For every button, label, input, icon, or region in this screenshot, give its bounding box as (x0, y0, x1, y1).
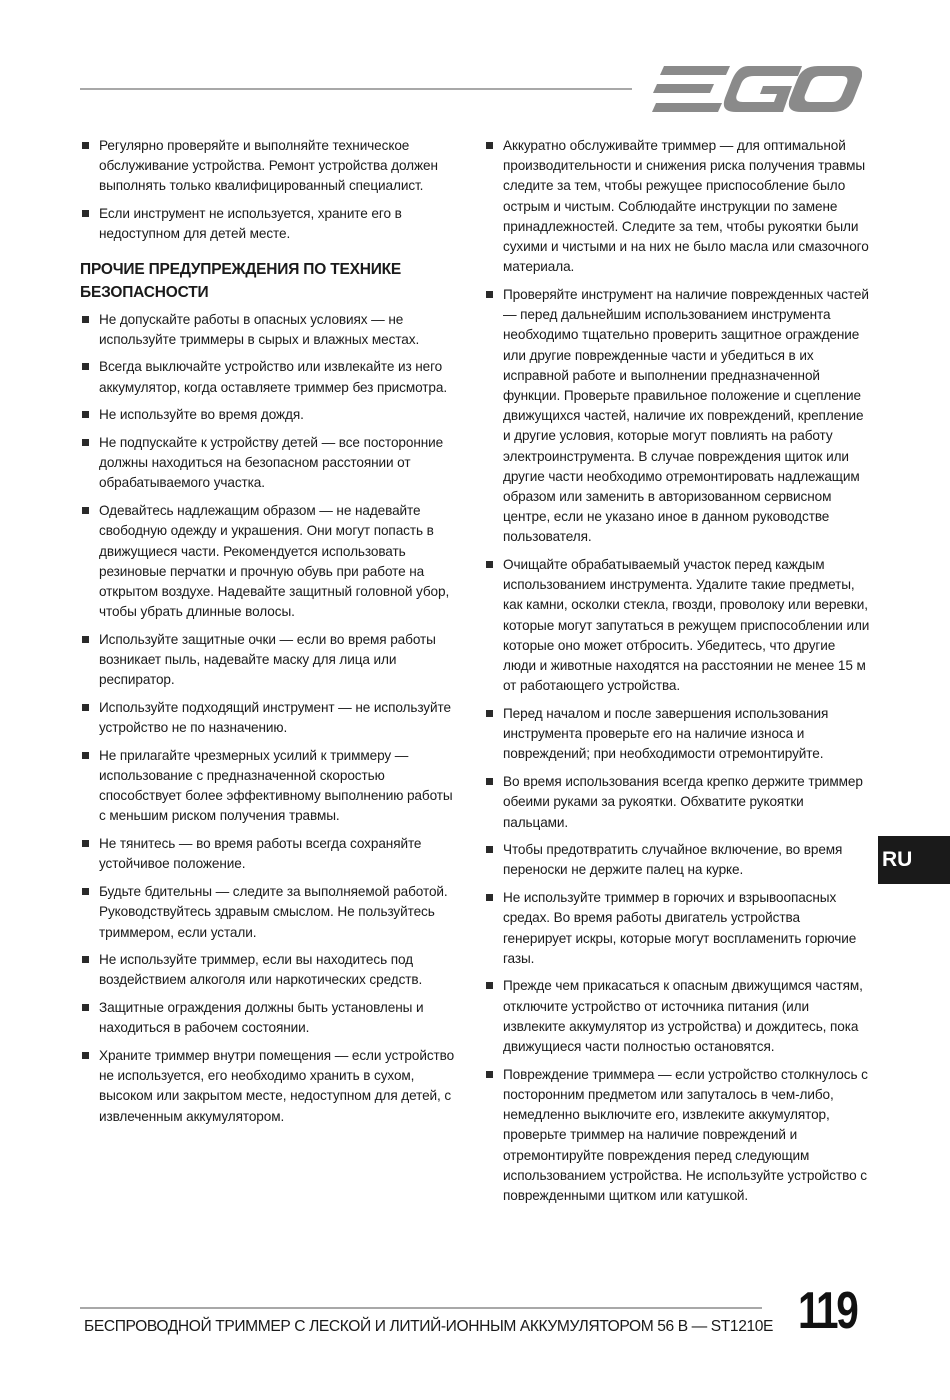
intro-list (80, 136, 460, 245)
language-tab: RU (878, 836, 950, 884)
list-item-text: Одевайтесь надлежащим образом — не надевайте свободную одежду и украшения. Они могут попасть в движущиеся части. Рекомендуется использовать резиновые перчатки и прочную обувь при работе на открытом воздухе. Надевайте защитный головной убор, чтобы убрать длинные волосы. (99, 503, 450, 620)
list-item-text: Используйте защитные очки — если во время работы возникает пыль, надевайте маску для лица или респиратор. (99, 631, 436, 688)
header-rule (80, 88, 632, 90)
left-column (80, 136, 460, 1134)
list-item-text: Во время использования всегда крепко держите триммер обеими руками за рукоятки. Обхватите рукоятки пальцами. (503, 774, 863, 830)
list-item (484, 976, 870, 1057)
list-item-text: Не прилагайте чрезмерных усилий к триммеру — использование с предназначенной скоростью способствует более эффективному выполнению работы с меньшим риском получения травмы. (99, 747, 453, 824)
list-item-text: Очищайте обрабатываемый участок перед каждым использованием инструмента. Удалите такие предметы, как камни, осколки стекла, гвозди, проволоку или веревки, которые могут запутаться в режущем приспособлении или которые оно может отбросить. Убедитесь, что другие люди и животные находятся на расстоянии не менее 15 м от работающего устройства. (503, 557, 870, 694)
list-item-text: Всегда выключайте устройство или извлекайте из него аккумулятор, когда оставляете триммер без присмотра. (99, 359, 447, 395)
list-item (80, 405, 460, 425)
list-item (484, 1065, 870, 1206)
list-item-text: Не используйте триммер, если вы находитесь под воздействием алкоголя или наркотических средств. (99, 952, 423, 988)
list-item (80, 834, 460, 874)
square-bullet-icon (82, 1004, 89, 1011)
list-item (484, 888, 870, 969)
square-bullet-icon (486, 982, 493, 989)
list-item-text: Защитные ограждения должны быть установлены и находиться в рабочем состоянии. (99, 1000, 424, 1036)
square-bullet-icon (82, 636, 89, 643)
square-bullet-icon (82, 411, 89, 418)
list-item-text: Прежде чем прикасаться к опасным движущимся частям, отключите устройство от источника питания (или извлеките аккумулятор из устройства) и дождитесь, пока движущиеся части полностью остановятся. (503, 978, 863, 1055)
list-item-text: Не подпускайте к устройству детей — все посторонние должны находиться на безопасном расстоянии от обрабатываемого участка. (99, 435, 444, 491)
list-item (80, 998, 460, 1038)
list-item-text: Храните триммер внутри помещения — если устройство не используется, его необходимо хранить в сухом, высоком или закрытом месте, недоступном для детей, с извлеченным аккумулятором. (99, 1048, 455, 1124)
square-bullet-icon (486, 710, 493, 717)
list-item (80, 882, 460, 943)
list-item-text: Чтобы предотвратить случайное включение, во время переноски не держите палец на курке. (503, 842, 843, 878)
square-bullet-icon (82, 507, 89, 514)
square-bullet-icon (82, 210, 89, 217)
list-item (484, 840, 870, 880)
square-bullet-icon (82, 142, 89, 149)
list-item-text: Аккуратно обслуживайте триммер — для оптимальной производительности и снижения риска получения травмы следите за тем, чтобы режущее приспособление было острым и чистым. Соблюдайте инструкции по замене принадлежностей. Следите за тем, чтобы рукоятки были сухими и чистыми и на них не было масла или смазочного материала. (503, 138, 869, 275)
list-item (80, 433, 460, 494)
list-item-text: Не используйте триммер в горючих и взрывоопасных средах. Во время работы двигатель устройства генерирует искры, которые могут воспламенить горючие газы. (503, 890, 857, 966)
square-bullet-icon (82, 752, 89, 759)
list-item (80, 950, 460, 990)
square-bullet-icon (82, 1052, 89, 1059)
list-item-text: Не используйте во время дождя. (99, 407, 304, 423)
list-item (80, 204, 460, 244)
square-bullet-icon (486, 778, 493, 785)
list-item-text: Если инструмент не используется, храните его в недоступном для детей месте. (99, 206, 402, 242)
list-item (484, 136, 870, 277)
list-item (80, 357, 460, 397)
footer-product-title: БЕСПРОВОДНОЙ ТРИММЕР С ЛЕСКОЙ И ЛИТИЙ-ИОННЫМ АККУМУЛЯТОРОМ 56 В — ST1210E (84, 1318, 774, 1335)
square-bullet-icon (486, 142, 493, 149)
footer-rule (80, 1307, 762, 1309)
list-item (80, 746, 460, 827)
maintenance-warnings-list (484, 136, 870, 1206)
list-item-text: Не допускайте работы в опасных условиях — не используйте триммеры в сырых и влажных местах. (99, 311, 420, 347)
list-item (484, 772, 870, 833)
square-bullet-icon (82, 439, 89, 446)
square-bullet-icon (486, 1071, 493, 1078)
list-item (80, 501, 460, 622)
list-item-text: Регулярно проверяйте и выполняйте техническое обслуживание устройства. Ремонт устройства должен выполнять только квалифицированный специалист. (99, 138, 438, 194)
list-item-text: Повреждение триммера — если устройство столкнулось с посторонним предметом или запуталось в чем-либо, немедленно выключите его, извлеките аккумулятор, проверьте триммер на наличие повреждений и отремонтируйте повреждения перед следующим использованием устройства. Не используйте устройство с поврежденными щитком или катушкой. (503, 1066, 868, 1203)
list-item-text: Не тянитесь — во время работы всегда сохраняйте устойчивое положение. (99, 836, 422, 872)
square-bullet-icon (82, 363, 89, 370)
list-item (80, 136, 460, 197)
square-bullet-icon (82, 840, 89, 847)
square-bullet-icon (82, 888, 89, 895)
list-item (484, 704, 870, 765)
right-column (484, 136, 870, 1214)
list-item-text: Используйте подходящий инструмент — не используйте устройство не по назначению. (99, 699, 451, 736)
ego-logo (652, 66, 862, 112)
list-item (80, 630, 460, 691)
list-item-text: Перед началом и после завершения использования инструмента проверьте его на наличие износа и повреждений; при необходимости отремонтируйте. (503, 705, 829, 762)
list-item-text: Будьте бдительны — следите за выполняемой работой. Руководствуйтесь здравым смыслом. Не пользуйтесь триммером, если устали. (99, 884, 448, 940)
list-item (80, 310, 460, 350)
list-item (484, 285, 870, 548)
square-bullet-icon (82, 316, 89, 323)
list-item (484, 555, 870, 696)
square-bullet-icon (486, 894, 493, 901)
square-bullet-icon (82, 956, 89, 963)
square-bullet-icon (486, 291, 493, 298)
list-item (80, 698, 460, 738)
page-number: 119 (798, 1282, 857, 1340)
square-bullet-icon (486, 846, 493, 853)
safety-warnings-list (80, 310, 460, 1127)
section-heading: ПРОЧИЕ ПРЕДУПРЕЖДЕНИЯ ПО ТЕХНИКЕ БЕЗОПАСНОСТИ (80, 260, 402, 301)
square-bullet-icon (486, 561, 493, 568)
list-item (80, 1046, 460, 1127)
list-item-text: Проверяйте инструмент на наличие поврежденных частей — перед дальнейшим использованием инструмента необходимо тщательно проверить защитное ограждение или другие поврежденные части и убедиться в их исправной работе и выполнении предназначенной функции. Проверьте правильное положение и сцепление движущихся частей, наличие их повреждений, крепление и другие условия, которые могут повлиять на работу электроинструмента. В случае повреждения щиток или другие части необходимо отремонтировать надлежащим образом или заменить в авторизованном сервисном центре, если не указано иное в данном руководстве пользователя. (503, 286, 869, 545)
square-bullet-icon (82, 704, 89, 711)
